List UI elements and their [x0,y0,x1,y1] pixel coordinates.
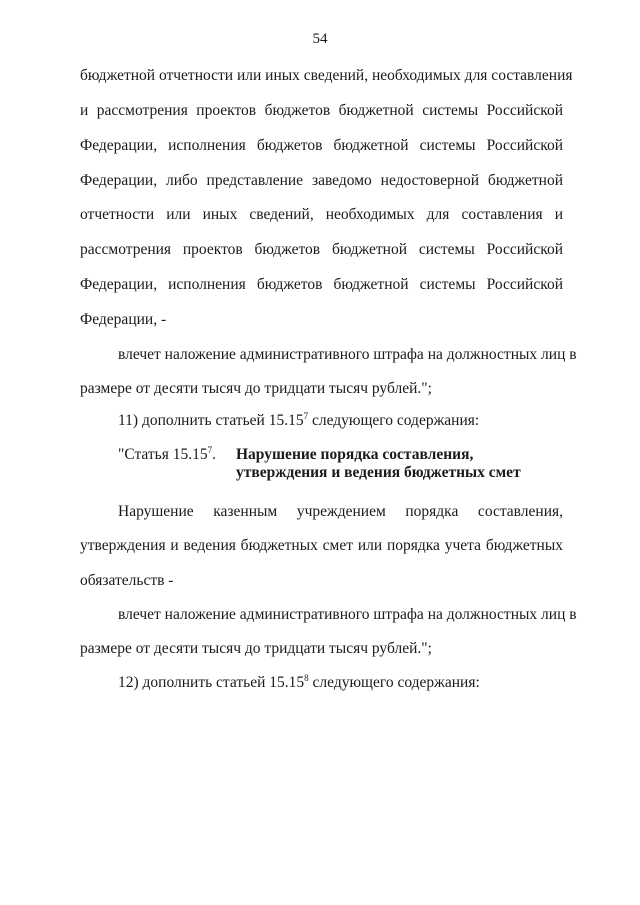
superscript: 8 [304,672,309,683]
paragraph-line: и рассмотрения проектов бюджетов бюджетной системы Российской [80,102,563,119]
article-title-line: утверждения и ведения бюджетных смет [236,464,521,481]
amendment-item-12 [118,674,563,692]
paragraph-line: Федерации, исполнения бюджетов бюджетной системы Российской [80,137,563,154]
article-title-line: Нарушение порядка составления, [236,446,474,463]
paragraph-line: рассмотрения проектов бюджетов бюджетной системы Российской [80,241,563,258]
paragraph-line: Нарушение казенным учреждением порядка составления, [118,503,563,520]
item-text: 11) дополнить статьей 15.15 [118,412,304,429]
article-label-text: . [212,446,216,463]
paragraph-line: отчетности или иных сведений, необходимых для составления и [80,206,563,223]
amendment-item-11 [118,412,563,430]
article-title [236,446,521,482]
superscript: 7 [303,410,309,421]
penalty-line: влечет наложение административного штрафа на должностных лиц в [118,346,577,363]
item-text: 12) дополнить статьей 15.15 [118,674,305,691]
paragraph-line: Федерации, исполнения бюджетов бюджетной системы Российской [80,276,563,293]
page-number: 54 [312,31,328,47]
superscript: 7 [207,444,213,455]
paragraph-line: обязательств - [80,572,174,589]
article-label [118,446,216,464]
item-text: следующего содержания: [308,412,480,429]
paragraph-line: утверждения и ведения бюджетных смет или порядка учета бюджетных [80,537,563,554]
paragraph-line: Федерации, либо представление заведомо недостоверной бюджетной [80,172,563,189]
penalty-line: размере от десяти тысяч до тридцати тысяч рублей."; [80,380,432,397]
paragraph-line: Федерации, - [80,311,167,328]
paragraph-line: бюджетной отчетности или иных сведений, необходимых для составления [80,67,573,84]
item-text: следующего содержания: [308,674,480,691]
penalty-line: размере от десяти тысяч до тридцати тысяч рублей."; [80,640,432,657]
penalty-line: влечет наложение административного штрафа на должностных лиц в [118,606,577,623]
article-label-text: "Статья 15.15 [118,446,208,463]
